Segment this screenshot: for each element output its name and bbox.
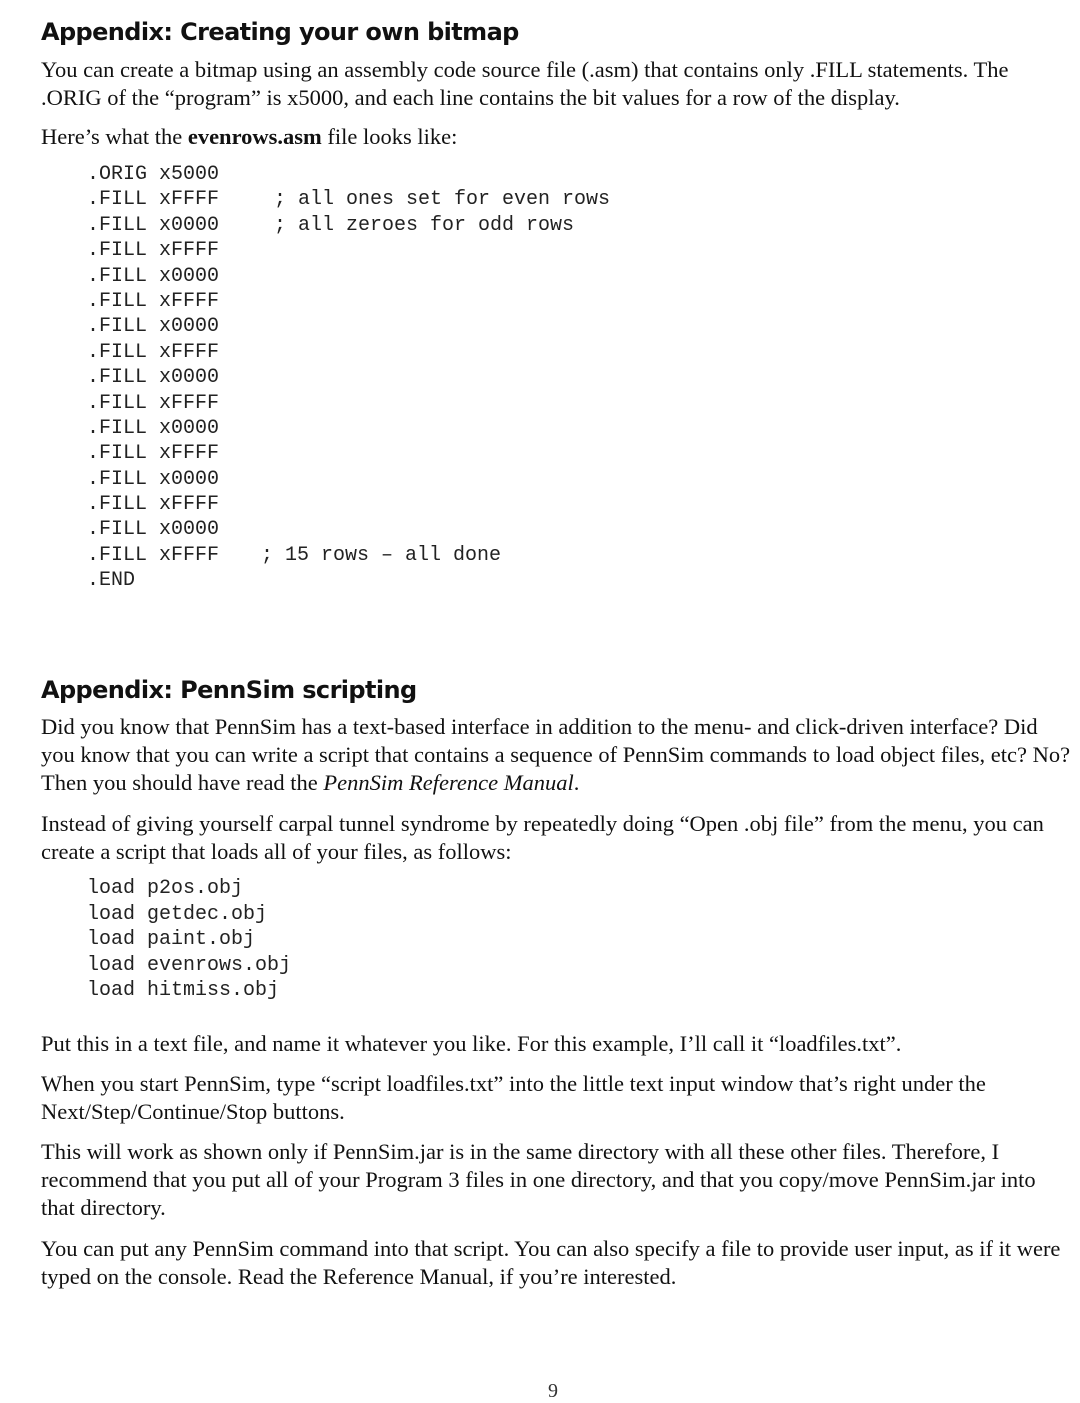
code-instruction: .FILL xFFFF [87, 391, 220, 415]
code-comment: ; all ones set for even rows [274, 188, 611, 212]
code-comment: ; all zeroes for odd rows [274, 213, 575, 237]
code-line [87, 467, 219, 492]
code-line [87, 416, 219, 441]
code-line [87, 543, 502, 568]
code-instruction: .FILL x0000 [87, 416, 220, 440]
code-line [87, 238, 219, 263]
code-line [87, 568, 219, 593]
script-line: load getdec.obj [87, 902, 268, 926]
page-number: 9 [548, 1380, 558, 1402]
code-instruction: .FILL x0000 [87, 366, 220, 390]
code-line [87, 391, 219, 416]
code-line [87, 314, 219, 339]
code-line [87, 187, 611, 212]
appendix-pennsim-heading: Appendix: PennSim scripting [41, 676, 417, 704]
code-line [87, 365, 219, 390]
bitmap-intro-paragraph: You can create a bitmap using an assembly code source file (.asm) that contains only .FILL statements. The .ORIG of the “program” is x5000, and each line contains the bit values for a row of the display. [41, 57, 1009, 110]
pennsim-intro-paragraph: Did you know that PennSim has a text-based interface in addition to the menu- and click-driven interface? Did you know that you can write a script that contains a sequence of PennSim commands to load object files, etc? No? Then you should have read the PennSim Reference Manual. [41, 714, 1071, 795]
reference-manual-title: PennSim Reference Manual [323, 770, 574, 795]
script-line: load evenrows.obj [87, 953, 292, 977]
loadfiles-paragraph: Put this in a text file, and name it whatever you like. For this example, I’ll call it “loadfiles.txt”. [41, 1031, 902, 1056]
script-line: load paint.obj [87, 928, 256, 951]
code-instruction: .FILL xFFFF [87, 340, 220, 364]
code-instruction: .FILL x0000 [87, 518, 220, 542]
code-instruction: .FILL xFFFF [87, 289, 220, 313]
appendix-bitmap-heading: Appendix: Creating your own bitmap [41, 18, 519, 46]
any-command-paragraph: You can put any PennSim command into that script. You can also specify a file to provide user input, as if it were typed on the console. Read the Reference Manual, if you’re interested. [41, 1236, 1061, 1289]
code-instruction: .ORIG x5000 [87, 163, 220, 186]
code-line [87, 289, 219, 314]
code-line [87, 517, 219, 542]
code-instruction: .FILL xFFFF [87, 543, 220, 567]
evenrows-lead-paragraph: Here’s what the evenrows.asm file looks like: [41, 124, 458, 149]
code-line [87, 213, 575, 238]
start-pennsim-paragraph: When you start PennSim, type “script loadfiles.txt” into the little text input window that’s right under the Next/Step/Continue/Stop buttons. [41, 1071, 986, 1124]
evenrows-filename: evenrows.asm [187, 124, 322, 149]
code-line [87, 340, 219, 365]
code-instruction: .FILL xFFFF [87, 493, 220, 517]
code-instruction: .FILL x0000 [87, 315, 220, 339]
evenrows-code-block [87, 162, 611, 594]
carpal-tunnel-paragraph: Instead of giving yourself carpal tunnel syndrome by repeatedly doing “Open .obj file” from the menu, you can create a script that loads all of your files, as follows: [41, 811, 1044, 864]
code-instruction: .FILL x0000 [87, 467, 220, 491]
code-instruction: .FILL x0000 [87, 213, 220, 237]
code-line [87, 492, 219, 517]
same-directory-paragraph: This will work as shown only if PennSim.jar is in the same directory with all these other files. Therefore, I recommend that you put all of your Program 3 files in one directory, and that you copy/move PennSim.jar into that directory. [41, 1139, 1036, 1220]
code-comment: ; 15 rows – all done [261, 543, 502, 567]
script-line: load hitmiss.obj [87, 979, 280, 1002]
code-line [87, 264, 219, 289]
code-instruction: .FILL x0000 [87, 264, 220, 288]
code-instruction: .FILL xFFFF [87, 188, 220, 212]
code-instruction: .FILL xFFFF [87, 239, 220, 263]
script-line: load p2os.obj [87, 877, 244, 900]
code-instruction: .FILL xFFFF [87, 442, 220, 466]
code-instruction: .END [87, 569, 136, 593]
load-script-code-block [87, 876, 291, 1004]
code-line [87, 162, 219, 187]
code-line [87, 441, 219, 466]
